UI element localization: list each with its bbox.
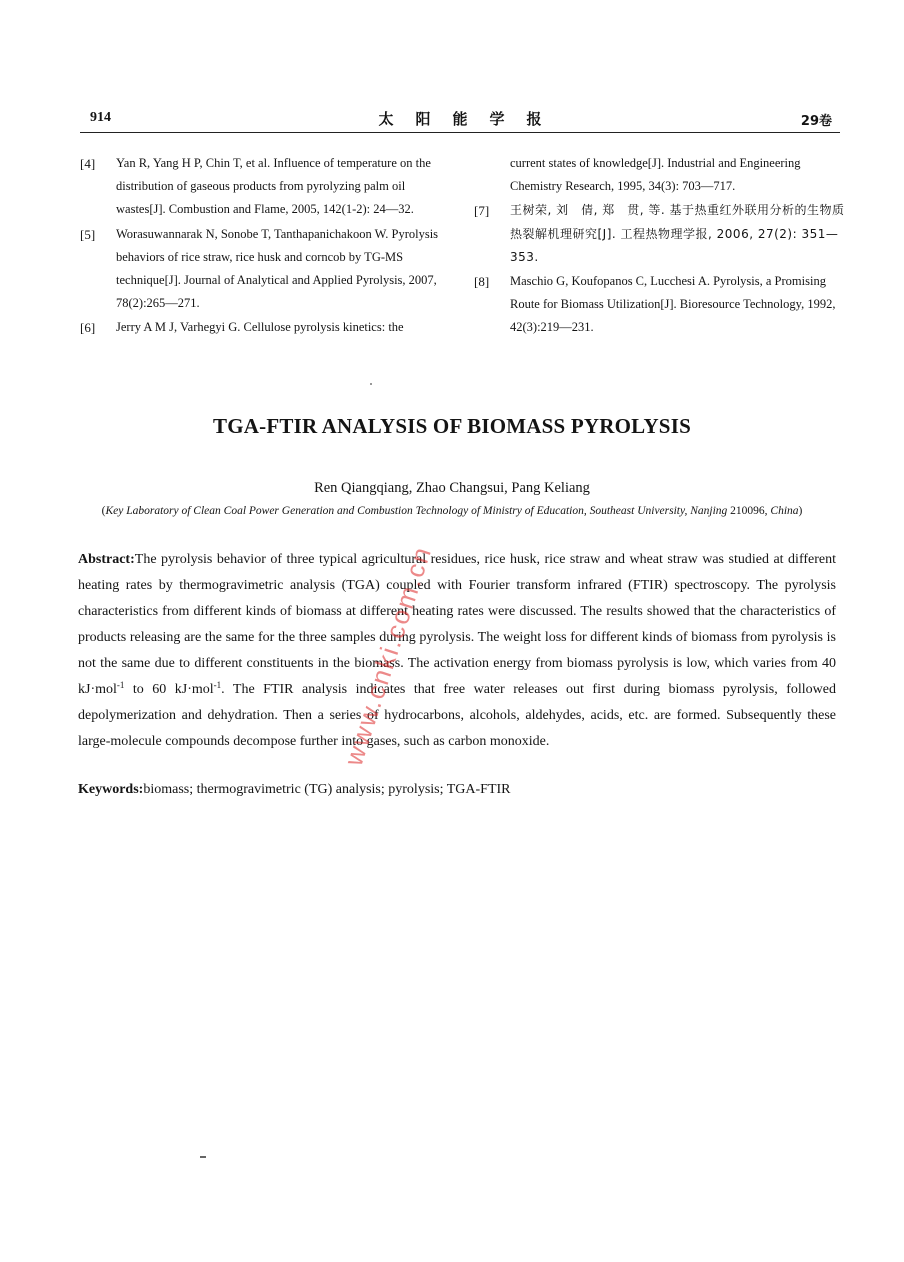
watermark: www.cnki.com.cn [338, 541, 438, 770]
affiliation-country: China [770, 505, 799, 517]
abstract-label: Abstract: [78, 552, 135, 567]
reference-item-continued [474, 152, 846, 198]
volume-label: 29卷 [800, 114, 832, 129]
reference-item [474, 270, 846, 340]
reference-item [80, 316, 452, 339]
reference-text: 王树荣, 刘 倩, 郑 贯, 等. 基于热重红外联用分析的生物质热裂解机理研究[J]. 工程热物理学报, 2006, 27(2): 351—353. [510, 203, 845, 264]
reference-text: Worasuwannarak N, Sonobe T, Tanthapanichakoon W. Pyrolysis behaviors of rice straw, rice husk and corncob by TG-MS technique[J]. Journal of Analytical and Applied Pyrolysis, 2007, 78(2):265—271. [116, 226, 439, 311]
affiliation-text: Key Laboratory of Clean Coal Power Generation and Combustion Technology of Ministry of Education, Southeast University, Nanjing [105, 505, 728, 517]
reference-text: Yan R, Yang H P, Chin T, et al. Influence of temperature on the distribution of gaseous products from pyrolyzing palm oil wastes[J]. Combustion and Flame, 2005, 142(1-2): 24—32. [116, 156, 431, 217]
journal-name: 太阳能学报 [378, 110, 564, 128]
running-header [80, 108, 840, 130]
affiliation-postcode: 210096, [727, 505, 771, 517]
paper-affiliation [0, 505, 904, 517]
references-right-column [474, 152, 846, 341]
keywords-text: biomass; thermogravimetric (TG) analysis; pyrolysis; TGA-FTIR [143, 782, 511, 797]
header-rule [80, 132, 840, 133]
reference-item [80, 152, 452, 222]
reference-item [474, 199, 846, 269]
reference-number: [5] [80, 226, 96, 242]
keywords [78, 779, 836, 801]
affiliation-open-paren: ( [101, 505, 106, 517]
reference-number: [8] [474, 274, 490, 290]
page-number: 914 [90, 110, 111, 125]
reference-number: [7] [474, 203, 490, 219]
reference-number: [4] [80, 156, 96, 171]
affiliation-close-paren: ) [798, 505, 803, 517]
abstract-text: . The FTIR analysis indicates that free water releases out first during biomass pyrolysis, followed depolymerization and dehydration. Then a series of hydrocarbons, alcohols, aldehydes, acids, etc. are formed. Subsequently these large-molecule compounds decompose further into gases, such as carbon monoxide. [78, 682, 836, 749]
reference-text: Jerry A M J, Varhegyi G. Cellulose pyrolysis kinetics: the [116, 320, 404, 335]
abstract [78, 547, 836, 755]
stray-mark [200, 1156, 206, 1158]
superscript: -1 [213, 680, 222, 690]
keywords-label: Keywords: [78, 782, 144, 797]
reference-text: current states of knowledge[J]. Industrial and Engineering Chemistry Research, 1995, 34(3): 703—717. [510, 156, 801, 194]
references-left-column [80, 152, 452, 341]
stray-mark [370, 383, 372, 385]
abstract-text: to 60 kJ·mol [124, 682, 214, 697]
paper-title: TGA-FTIR ANALYSIS OF BIOMASS PYROLYSIS [213, 414, 691, 438]
reference-text: Maschio G, Koufopanos C, Lucchesi A. Pyrolysis, a Promising Route for Biomass Utilization[J]. Bioresource Technology, 1992, 42(3):219—231. [510, 274, 836, 335]
reference-item [80, 223, 452, 316]
superscript: -1 [116, 680, 125, 690]
reference-number: [6] [80, 320, 96, 336]
abstract-text: The pyrolysis behavior of three typical agricultural residues, rice husk, rice straw and wheat straw was studied at different heating rates by thermogravimetric analysis (TGA) coupled with Fourier transform infrared (FTIR) spectroscopy. The pyrolysis characteristics from different kinds of biomass at different heating rates were discussed. The results showed that the characteristics of products releasing are the same for the three samples during pyrolysis. The weight loss for different kinds of biomass from pyrolysis is not the same due to different constituents in the biomass. The activation energy from biomass pyrolysis is low, which varies from 40 kJ·mol [78, 552, 836, 697]
paper-authors: Ren Qiangqiang, Zhao Changsui, Pang Keliang [314, 480, 590, 496]
